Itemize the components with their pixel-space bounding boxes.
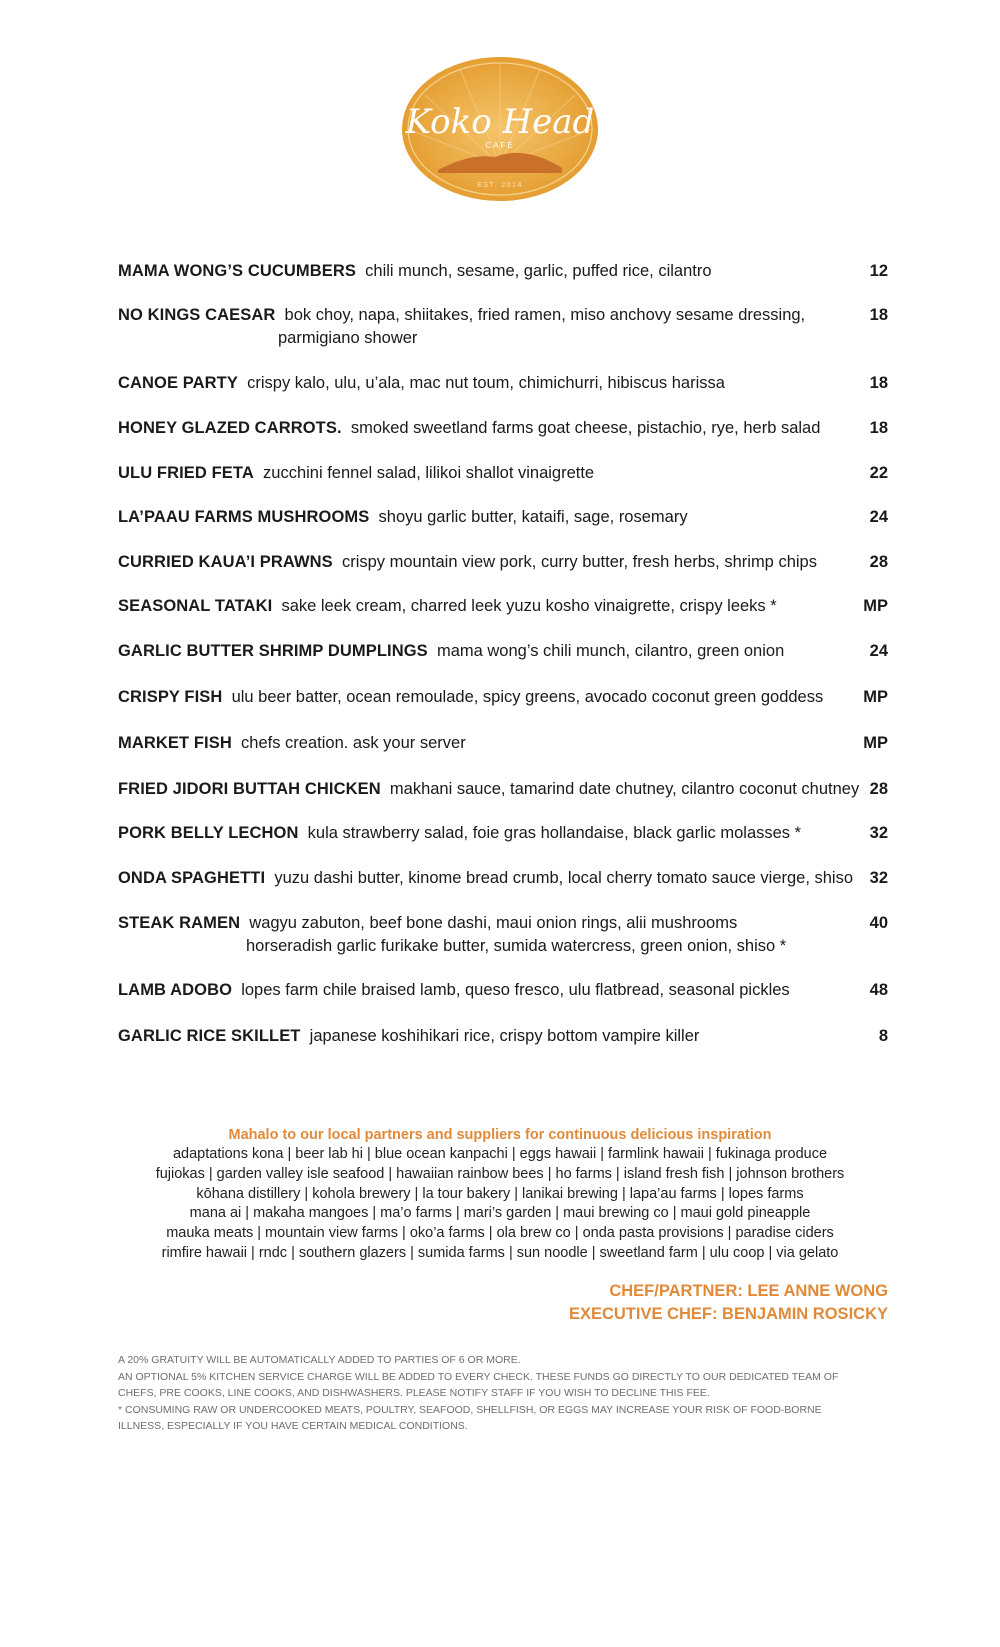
dish-name: HONEY GLAZED CARROTS.: [118, 419, 342, 437]
dish-description: chili munch, sesame, garlic, puffed rice, cilantro: [365, 262, 712, 280]
dish-description: zucchini fennel salad, lilikoi shallot vinaigrette: [263, 464, 595, 482]
menu-item: [118, 462, 888, 485]
dish-description: crispy mountain view pork, curry butter, fresh herbs, shrimp chips: [341, 553, 817, 571]
dish-price: MP: [863, 734, 888, 752]
dish-description: makhani sauce, tamarind date chutney, cilantro coconut chutney: [389, 780, 860, 798]
menu-item: [118, 260, 888, 283]
dish-price: 18: [869, 306, 888, 324]
partners-line: rimfire hawaii | rndc | southern glazers | sumida farms | sun noodle | sweetland farm | ulu coop | via gelato: [161, 1244, 839, 1261]
dish-name: STEAK RAMEN: [118, 914, 241, 932]
dish-name: LAMB ADOBO: [118, 981, 233, 999]
dish-description: mama wong’s chili munch, cilantro, green onion: [436, 642, 785, 660]
dish-price: 48: [869, 981, 888, 999]
dish-description: wagyu zabuton, beef bone dashi, maui onion rings, alii mushrooms: [249, 914, 738, 932]
dish-description: ulu beer batter, ocean remoulade, spicy greens, avocado coconut green goddess: [231, 688, 824, 706]
menu-item: [118, 778, 888, 801]
chef-credits: [569, 1280, 888, 1326]
menu-item: [118, 551, 888, 574]
dish-name: PORK BELLY LECHON: [118, 824, 299, 842]
menu-item: [118, 640, 888, 663]
koko-head-cafe-logo: [400, 55, 600, 205]
menu-item: [118, 372, 888, 395]
dish-price: 8: [878, 1027, 888, 1045]
dish-name: MARKET FISH: [118, 734, 232, 752]
dish-name: FRIED JIDORI BUTTAH CHICKEN: [118, 780, 381, 798]
dish-price: 12: [869, 262, 888, 280]
dish-description: lopes farm chile braised lamb, queso fresco, ulu flatbread, seasonal pickles: [241, 981, 790, 999]
logo-name: Koko Head: [405, 102, 595, 142]
dish-price: 18: [869, 374, 888, 392]
consumption-warning-cont: ILLNESS, ESPECIALLY IF YOU HAVE CERTAIN MEDICAL CONDITIONS.: [118, 1420, 468, 1432]
service-charge-note-cont: CHEFS, PRE COOKS, LINE COOKS, AND DISHWASHERS. PLEASE NOTIFY STAFF IF YOU WISH TO DECLINE THIS FEE.: [118, 1387, 710, 1399]
dish-description: bok choy, napa, shiitakes, fried ramen, miso anchovy sesame dressing,: [284, 306, 806, 324]
dish-price: 40: [869, 914, 888, 932]
dish-price: 24: [869, 642, 888, 660]
dish-price: 32: [869, 824, 888, 842]
menu-item: [118, 1025, 888, 1048]
service-charge-note: AN OPTIONAL 5% KITCHEN SERVICE CHARGE WILL BE ADDED TO EVERY CHECK. THESE FUNDS GO DIRECTLY TO OUR DEDICATED TEAM OF: [118, 1370, 839, 1383]
chef-partner: CHEF/PARTNER: LEE ANNE WONG: [609, 1282, 888, 1300]
dish-description: sake leek cream, charred leek yuzu kosho vinaigrette, crispy leeks *: [281, 597, 777, 615]
dish-description: smoked sweetland farms goat cheese, pistachio, rye, herb salad: [350, 419, 821, 437]
logo-sub: CAFE: [485, 141, 515, 150]
dish-name: LA’PAAU FARMS MUSHROOMS: [118, 508, 370, 526]
dish-description-cont: parmigiano shower: [278, 329, 418, 347]
dish-name: NO KINGS CAESAR: [118, 306, 276, 324]
menu-item: [118, 867, 888, 890]
executive-chef: EXECUTIVE CHEF: BENJAMIN ROSICKY: [568, 1305, 888, 1323]
dish-price: 22: [869, 464, 888, 482]
gratuity-note: A 20% GRATUITY WILL BE AUTOMATICALLY ADDED TO PARTIES OF 6 OR MORE.: [118, 1354, 521, 1366]
dish-name: CANOE PARTY: [118, 374, 238, 392]
partners-line: mauka meats | mountain view farms | oko’a farms | ola brew co | onda pasta provisions | paradise ciders: [166, 1225, 834, 1242]
partners-section: [100, 1125, 900, 1264]
dish-name: SEASONAL TATAKI: [118, 597, 273, 615]
dish-description: chefs creation. ask your server: [241, 734, 466, 752]
dish-description: japanese koshihikari rice, crispy bottom vampire killer: [309, 1027, 700, 1045]
menu-item: [118, 979, 888, 1002]
menu-item: [118, 304, 888, 350]
dish-description: crispy kalo, ulu, u’ala, mac nut toum, chimichurri, hibiscus harissa: [247, 374, 725, 392]
dish-description: yuzu dashi butter, kinome bread crumb, local cherry tomato sauce vierge, shiso: [274, 869, 854, 887]
dish-price: 18: [869, 419, 888, 437]
dish-name: CRISPY FISH: [118, 688, 223, 706]
partners-line: adaptations kona | beer lab hi | blue ocean kanpachi | eggs hawaii | farmlink hawaii | fukinaga produce: [172, 1146, 828, 1162]
logo-est: EST. 2014: [477, 182, 523, 189]
dish-price: MP: [863, 597, 888, 615]
dish-description: kula strawberry salad, foie gras hollandaise, black garlic molasses *: [307, 824, 802, 842]
dish-name: CURRIED KAUA’I PRAWNS: [118, 553, 333, 571]
dish-price: 24: [869, 508, 888, 526]
dish-price: MP: [863, 688, 888, 706]
menu-item: [118, 686, 888, 709]
partners-line: mana ai | makaha mangoes | ma’o farms | mari’s garden | maui brewing co | maui gold pineapple: [189, 1205, 811, 1222]
menu-item: [118, 732, 888, 755]
dish-description: shoyu garlic butter, kataifi, sage, rosemary: [378, 508, 688, 526]
dish-name: GARLIC RICE SKILLET: [118, 1027, 301, 1045]
menu-item: [118, 595, 888, 618]
dish-price: 28: [869, 553, 888, 571]
dish-description-cont: horseradish garlic furikake butter, sumida watercress, green onion, shiso *: [246, 937, 787, 955]
fine-print: [118, 1352, 888, 1435]
consumption-warning: * CONSUMING RAW OR UNDERCOOKED MEATS, POULTRY, SEAFOOD, SHELLFISH, OR EGGS MAY INCREASE YOUR RISK OF FOOD-BORNE: [118, 1403, 822, 1416]
menu-item: [118, 822, 888, 845]
dish-price: 32: [869, 869, 888, 887]
menu-item: [118, 506, 888, 529]
partners-line: fujiokas | garden valley isle seafood | hawaiian rainbow bees | ho farms | island fresh fish | johnson brothers: [155, 1165, 845, 1182]
dish-name: ULU FRIED FETA: [118, 464, 254, 482]
dish-name: MAMA WONG’S CUCUMBERS: [118, 262, 356, 280]
menu-item: [118, 417, 888, 440]
partners-heading: Mahalo to our local partners and suppliers for continuous delicious inspiration: [228, 1127, 772, 1143]
dish-name: ONDA SPAGHETTI: [118, 869, 266, 887]
dish-price: 28: [869, 780, 888, 798]
partners-line: kōhana distillery | kohola brewery | la tour bakery | lanikai brewing | lapa’au farms | lopes farms: [196, 1185, 804, 1202]
dish-name: GARLIC BUTTER SHRIMP DUMPLINGS: [118, 642, 428, 660]
menu-item: [118, 912, 888, 958]
